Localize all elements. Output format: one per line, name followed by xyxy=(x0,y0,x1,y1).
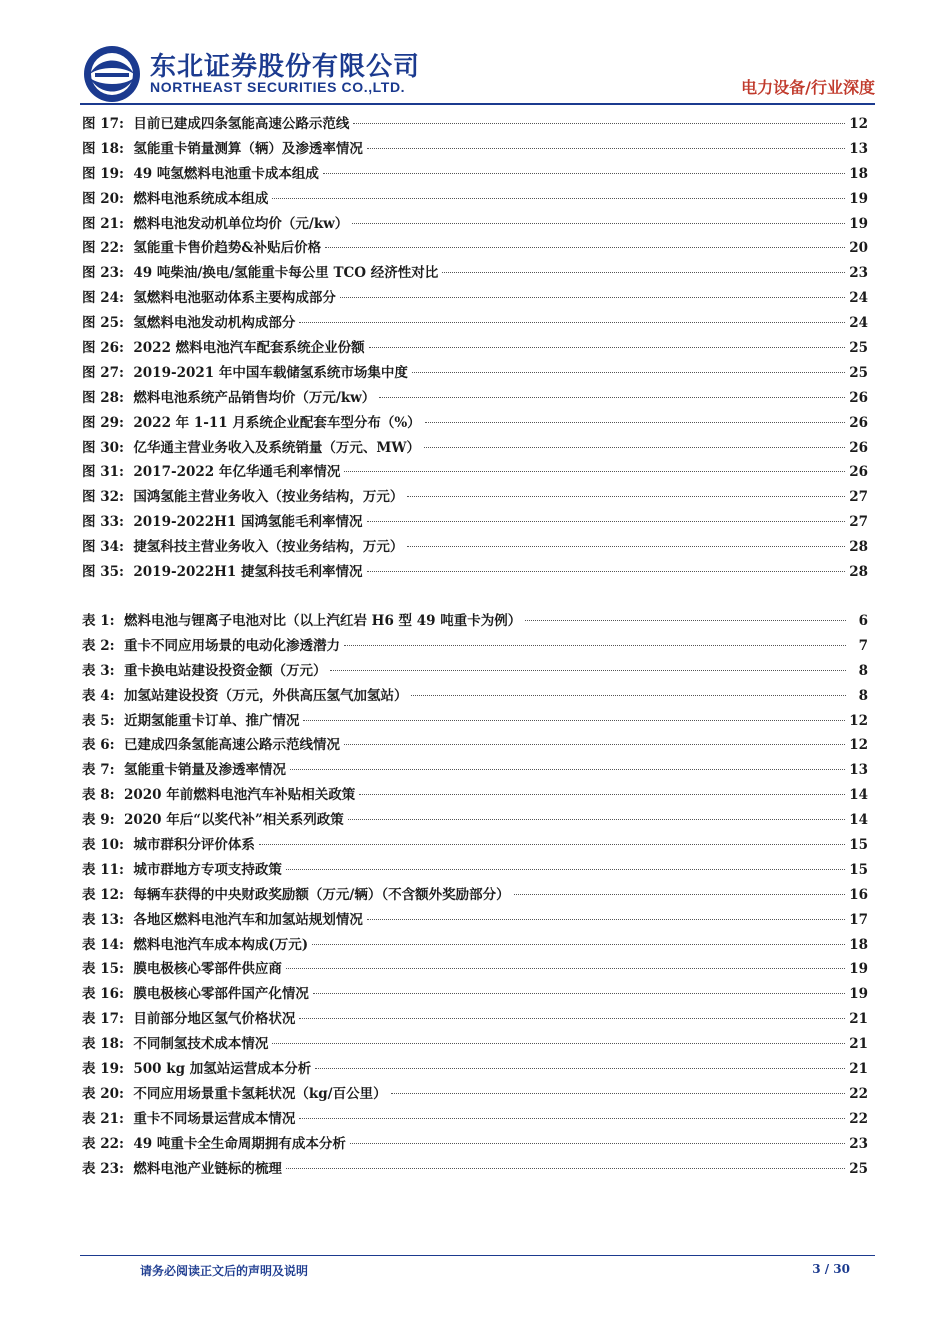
toc-entry-page: 18 xyxy=(849,165,868,182)
toc-dot-leader xyxy=(259,844,845,845)
toc-dot-leader xyxy=(369,347,846,348)
toc-entry[interactable] xyxy=(82,808,868,833)
toc-entry-label: 图 30: xyxy=(82,439,124,456)
toc-entry-text: 2022 年 1-11 月系统企业配套车型分布（%） xyxy=(133,414,421,431)
toc-entry-text: 加氢站建设投资（万元，外供高压氢气加氢站） xyxy=(123,687,408,704)
toc-entry-text: 49 吨重卡全生命周期拥有成本分析 xyxy=(133,1135,346,1152)
toc-entry-title xyxy=(82,1007,295,1032)
toc-entry-text: 城市群积分评价体系 xyxy=(133,837,255,854)
toc-entry-text: 膜电极核心零部件供应商 xyxy=(133,961,282,978)
toc-entry[interactable] xyxy=(82,485,868,510)
toc-entry-page: 28 xyxy=(849,564,868,581)
toc-entry-text: 氢能重卡销量测算（辆）及渗透率情况 xyxy=(133,140,363,157)
toc-entry[interactable] xyxy=(82,212,868,237)
report-category: 电力设备/行业深度 xyxy=(741,78,875,97)
toc-entry-page: 14 xyxy=(849,812,868,829)
toc-entry-text: 国鸿氢能主营业务收入（按业务结构，万元） xyxy=(133,489,404,506)
toc-dot-leader xyxy=(313,993,845,994)
toc-entry-page: 21 xyxy=(849,1011,868,1028)
toc-entry-label: 表 3: xyxy=(82,662,115,679)
northeast-securities-logo-icon xyxy=(82,44,142,104)
toc-entry-page: 15 xyxy=(849,861,868,878)
toc-entry-label: 表 15: xyxy=(82,961,124,978)
toc-entry[interactable] xyxy=(82,883,868,908)
toc-entry-page: 26 xyxy=(849,414,868,431)
page-header xyxy=(0,0,950,110)
toc-entry-page: 25 xyxy=(849,364,868,381)
toc-entry-label: 表 22: xyxy=(82,1135,124,1152)
toc-entry-page: 8 xyxy=(858,687,868,704)
toc-entry-page: 27 xyxy=(849,489,868,506)
toc-entry-label: 图 19: xyxy=(82,165,124,182)
toc-entry-text: 各地区燃料电池汽车和加氢站规划情况 xyxy=(133,911,363,928)
toc-entry-text: 目前部分地区氢气价格状况 xyxy=(133,1011,296,1028)
toc-entry-title xyxy=(82,1157,282,1182)
toc-entry-page: 13 xyxy=(849,140,868,157)
toc-entry-page: 7 xyxy=(858,637,868,654)
toc-entry-label: 表 12: xyxy=(82,886,124,903)
toc-entry-page: 23 xyxy=(849,1135,868,1152)
toc-entry-text: 燃料电池与锂离子电池对比（以上汽红岩 H6 型 49 吨重卡为例） xyxy=(123,613,522,629)
toc-entry[interactable] xyxy=(82,1032,868,1057)
toc-dot-leader xyxy=(348,819,845,820)
toc-entry-page: 26 xyxy=(849,389,868,406)
toc-entry-label: 图 22: xyxy=(82,240,124,257)
toc-entry[interactable] xyxy=(82,411,868,436)
toc-entry[interactable] xyxy=(82,908,868,933)
toc-entry[interactable] xyxy=(82,336,868,361)
toc-dot-leader xyxy=(359,794,845,795)
toc-entry-page: 24 xyxy=(849,290,868,307)
toc-entry-page: 15 xyxy=(849,837,868,854)
toc-entry[interactable] xyxy=(82,236,868,261)
toc-entry-text: 重卡不同应用场景的电动化渗透潜力 xyxy=(123,637,340,654)
toc-entry[interactable] xyxy=(82,535,868,560)
toc-dot-leader xyxy=(353,123,845,124)
toc-entry-page: 8 xyxy=(858,662,868,679)
toc-dot-leader xyxy=(299,322,845,323)
toc-dot-leader xyxy=(379,397,845,398)
toc-entry-text: 氢燃料电池发动机构成部分 xyxy=(133,315,296,332)
toc-entry-page: 14 xyxy=(849,787,868,804)
toc-entry-label: 图 31: xyxy=(82,464,124,481)
toc-entry-title xyxy=(82,933,308,958)
toc-entry[interactable] xyxy=(82,510,868,535)
toc-entry-text: 目前已建成四条氢能高速公路示范线 xyxy=(133,116,350,132)
toc-entry-label: 表 4: xyxy=(82,687,115,704)
toc-entry-title xyxy=(82,336,365,361)
toc-entry-title xyxy=(82,212,348,237)
toc-dot-leader xyxy=(344,744,845,745)
toc-entry-text: 捷氢科技主营业务收入（按业务结构，万元） xyxy=(133,539,404,556)
toc-entry-page: 19 xyxy=(849,190,868,207)
toc-entry-title xyxy=(82,609,521,634)
toc-dot-leader xyxy=(352,223,845,224)
toc-entry[interactable] xyxy=(82,1132,868,1157)
toc-entry-title xyxy=(82,1082,387,1107)
toc-entry-text: 2017-2022 年亿华通毛利率情况 xyxy=(133,464,341,481)
toc-entry-text: 每辆车获得的中央财政奖励额（万元/辆）（不含额外奖励部分） xyxy=(133,886,510,903)
toc-entry-label: 图 23: xyxy=(82,265,124,282)
toc-entry-label: 表 7: xyxy=(82,762,115,779)
header-divider xyxy=(80,103,875,105)
toc-entry-page: 12 xyxy=(849,712,868,729)
toc-entry[interactable] xyxy=(82,137,868,162)
toc-entry-label: 图 17: xyxy=(82,116,124,132)
toc-dot-leader xyxy=(344,645,846,646)
toc-entry-label: 表 18: xyxy=(82,1036,124,1053)
toc-entry-title xyxy=(82,709,299,734)
disclaimer-note: 请务必阅读正文后的声明及说明 xyxy=(140,1264,309,1278)
toc-dot-leader xyxy=(367,521,846,522)
figure-list xyxy=(82,112,868,585)
toc-entry-text: 亿华通主营业务收入及系统销量（万元、MW） xyxy=(133,439,420,456)
toc-dot-leader xyxy=(412,372,845,373)
toc-dot-leader xyxy=(442,272,845,273)
toc-entry[interactable] xyxy=(82,1057,868,1082)
toc-dot-leader xyxy=(272,198,845,199)
toc-entry[interactable] xyxy=(82,684,868,709)
toc-entry[interactable] xyxy=(82,609,868,634)
toc-entry[interactable] xyxy=(82,1007,868,1032)
toc-entry-title xyxy=(82,112,349,137)
toc-entry[interactable] xyxy=(82,261,868,286)
toc-dot-leader xyxy=(525,620,846,621)
toc-entry-title xyxy=(82,808,344,833)
toc-entry-text: 燃料电池发动机单位均价（元/kw） xyxy=(133,215,349,232)
toc-entry-title xyxy=(82,634,340,659)
toc-entry-title xyxy=(82,733,340,758)
toc-entry-label: 表 17: xyxy=(82,1011,124,1028)
toc-entry-label: 表 6: xyxy=(82,737,115,754)
toc-entry-page: 26 xyxy=(849,439,868,456)
toc-dot-leader xyxy=(312,944,845,945)
toc-entry[interactable] xyxy=(82,1107,868,1132)
toc-entry-title xyxy=(82,286,336,311)
toc-entry-title xyxy=(82,162,319,187)
toc-entry-label: 图 25: xyxy=(82,315,124,332)
toc-dot-leader xyxy=(344,471,845,472)
toc-entry-title xyxy=(82,1057,311,1082)
toc-entry-label: 图 29: xyxy=(82,414,124,431)
toc-dot-leader xyxy=(330,670,846,671)
toc-entry-label: 图 32: xyxy=(82,489,124,506)
toc-entry[interactable] xyxy=(82,560,868,585)
toc-entry-title xyxy=(82,535,403,560)
toc-entry-page: 17 xyxy=(849,911,868,928)
toc-entry-title xyxy=(82,311,295,336)
toc-dot-leader xyxy=(367,148,845,149)
toc-entry-text: 2019-2022H1 国鸿氢能毛利率情况 xyxy=(133,514,363,531)
toc-entry[interactable] xyxy=(82,460,868,485)
toc-entry-label: 图 34: xyxy=(82,539,124,556)
toc-entry-page: 28 xyxy=(849,539,868,556)
toc-entry-text: 已建成四条氢能高速公路示范线情况 xyxy=(123,737,340,754)
toc-entry-text: 氢能重卡售价趋势&补贴后价格 xyxy=(133,240,322,257)
toc-entry-label: 表 23: xyxy=(82,1160,124,1177)
toc-entry-title xyxy=(82,187,268,212)
page-indicator: 3 / 30 xyxy=(812,1262,850,1276)
toc-dot-leader xyxy=(290,769,845,770)
toc-entry-label: 表 19: xyxy=(82,1061,124,1078)
toc-entry-title xyxy=(82,684,407,709)
toc-entry-title xyxy=(82,361,408,386)
toc-entry-page: 23 xyxy=(849,265,868,282)
toc-entry-title xyxy=(82,236,321,261)
toc-entry-page: 25 xyxy=(849,340,868,357)
toc-entry-label: 图 24: xyxy=(82,290,124,307)
toc-entry-label: 表 20: xyxy=(82,1085,124,1102)
toc-dot-leader xyxy=(315,1068,845,1069)
toc-entry[interactable] xyxy=(82,783,868,808)
toc-entry-title xyxy=(82,485,403,510)
company-name-cn: 东北证券股份有限公司 xyxy=(150,52,421,82)
toc-dot-leader xyxy=(425,422,846,423)
toc-entry-text: 49 吨氢燃料电池重卡成本组成 xyxy=(133,165,319,182)
toc-entry-title xyxy=(82,957,282,982)
toc-entry-title xyxy=(82,1032,268,1057)
toc-dot-leader xyxy=(303,720,845,721)
toc-entry[interactable] xyxy=(82,733,868,758)
toc-entry-page: 12 xyxy=(849,737,868,754)
toc-entry[interactable] xyxy=(82,858,868,883)
toc-entry-text: 燃料电池产业链标的梳理 xyxy=(133,1160,282,1177)
toc-entry[interactable] xyxy=(82,982,868,1007)
toc-entry-title xyxy=(82,386,375,411)
toc-entry-text: 2020 年前燃料电池汽车补贴相关政策 xyxy=(123,787,356,804)
toc-dot-leader xyxy=(286,968,845,969)
toc-entry-title xyxy=(82,908,363,933)
toc-entry[interactable] xyxy=(82,286,868,311)
toc-entry-label: 图 35: xyxy=(82,564,124,581)
toc-entry-text: 膜电极核心零部件国产化情况 xyxy=(133,986,309,1003)
toc-entry-text: 49 吨柴油/换电/氢能重卡每公里 TCO 经济性对比 xyxy=(133,265,439,282)
toc-entry[interactable] xyxy=(82,1082,868,1107)
toc-entry-page: 13 xyxy=(849,762,868,779)
toc-entry-page: 6 xyxy=(858,613,868,629)
toc-entry-label: 表 16: xyxy=(82,986,124,1003)
toc-entry-title xyxy=(82,460,340,485)
toc-entry-title xyxy=(82,510,363,535)
toc-entry-text: 重卡不同场景运营成本情况 xyxy=(133,1110,296,1127)
toc-entry-label: 表 5: xyxy=(82,712,115,729)
toc-entry-label: 表 21: xyxy=(82,1110,124,1127)
toc-dot-leader xyxy=(367,919,845,920)
toc-entry-label: 表 14: xyxy=(82,936,124,953)
toc-dot-leader xyxy=(411,695,846,696)
toc-dot-leader xyxy=(286,869,845,870)
toc-entry-title xyxy=(82,1132,346,1157)
toc-dot-leader xyxy=(391,1093,846,1094)
toc-entry-label: 表 10: xyxy=(82,837,124,854)
toc-dot-leader xyxy=(340,297,845,298)
toc-entry-label: 图 28: xyxy=(82,389,124,406)
toc-entry-page: 21 xyxy=(849,1061,868,1078)
toc-dot-leader xyxy=(350,1143,845,1144)
toc-entry-title xyxy=(82,783,355,808)
toc-entry-text: 重卡换电站建设投资金额（万元） xyxy=(123,662,327,679)
toc-entry[interactable] xyxy=(82,1157,868,1182)
toc-entry-title xyxy=(82,436,420,461)
toc-entry-label: 图 21: xyxy=(82,215,124,232)
toc-entry-text: 近期氢能重卡订单、推广情况 xyxy=(123,712,300,729)
toc-entry-title xyxy=(82,659,326,684)
company-name-en: NORTHEAST SECURITIES CO.,LTD. xyxy=(150,79,406,95)
toc-entry-label: 图 33: xyxy=(82,514,124,531)
toc-entry-text: 500 kg 加氢站运营成本分析 xyxy=(133,1061,312,1078)
footer-divider xyxy=(80,1255,875,1256)
toc-entry-text: 2019-2021 年中国车载储氢系统市场集中度 xyxy=(133,364,408,381)
toc-entry[interactable] xyxy=(82,386,868,411)
toc-entry-title xyxy=(82,411,421,436)
toc-entry-label: 图 18: xyxy=(82,140,124,157)
toc-entry-page: 22 xyxy=(849,1110,868,1127)
toc-entry-text: 不同应用场景重卡氢耗状况（kg/百公里） xyxy=(133,1085,387,1102)
toc-entry-page: 26 xyxy=(849,464,868,481)
toc-dot-leader xyxy=(407,496,845,497)
toc-dot-leader xyxy=(325,247,845,248)
toc-entry-page: 19 xyxy=(849,961,868,978)
toc-entry-page: 22 xyxy=(849,1085,868,1102)
toc-entry-label: 表 13: xyxy=(82,911,124,928)
toc-entry-text: 燃料电池系统产品销售均价（万元/kw） xyxy=(133,389,376,406)
toc-entry-title xyxy=(82,560,363,585)
toc-entry-text: 2020 年后“以奖代补”相关系列政策 xyxy=(123,812,344,829)
toc-entry[interactable] xyxy=(82,634,868,659)
toc-entry-text: 燃料电池系统成本组成 xyxy=(133,190,269,207)
toc-entry[interactable] xyxy=(82,162,868,187)
toc-entry-label: 图 26: xyxy=(82,340,124,357)
toc-entry-label: 表 8: xyxy=(82,787,115,804)
toc-entry-text: 不同制氢技术成本情况 xyxy=(133,1036,269,1053)
toc-entry-text: 燃料电池汽车成本构成(万元) xyxy=(133,936,309,953)
toc-entry-page: 12 xyxy=(849,116,868,132)
toc-entry-title xyxy=(82,1107,295,1132)
toc-dot-leader xyxy=(323,173,845,174)
toc-entry-title xyxy=(82,758,286,783)
toc-dot-leader xyxy=(286,1168,845,1169)
toc-entry[interactable] xyxy=(82,957,868,982)
toc-entry-title xyxy=(82,833,255,858)
toc-entry[interactable] xyxy=(82,758,868,783)
toc-entry-title xyxy=(82,137,363,162)
toc-entry-text: 氢燃料电池驱动体系主要构成部分 xyxy=(133,290,336,307)
toc-entry-text: 氢能重卡销量及渗透率情况 xyxy=(123,762,286,779)
toc-entry[interactable] xyxy=(82,311,868,336)
toc-entry-text: 城市群地方专项支持政策 xyxy=(133,861,282,878)
toc-entry-title xyxy=(82,883,510,908)
toc-entry-page: 16 xyxy=(849,886,868,903)
toc-entry[interactable] xyxy=(82,833,868,858)
toc-entry-title xyxy=(82,982,309,1007)
toc-entry-page: 24 xyxy=(849,315,868,332)
toc-entry-page: 20 xyxy=(849,240,868,257)
toc-dot-leader xyxy=(424,447,845,448)
toc-entry[interactable] xyxy=(82,659,868,684)
toc-entry-label: 表 9: xyxy=(82,812,115,829)
toc-entry-label: 表 11: xyxy=(82,861,124,878)
toc-entry-text: 2019-2022H1 捷氢科技毛利率情况 xyxy=(133,564,363,581)
toc-entry-page: 19 xyxy=(849,215,868,232)
toc-entry-page: 27 xyxy=(849,514,868,531)
toc-entry-page: 25 xyxy=(849,1160,868,1177)
toc-dot-leader xyxy=(514,894,846,895)
toc-dot-leader xyxy=(299,1118,845,1119)
toc-entry-page: 21 xyxy=(849,1036,868,1053)
toc-entry-label: 图 20: xyxy=(82,190,124,207)
toc-entry-label: 表 1: xyxy=(82,613,115,629)
toc-dot-leader xyxy=(299,1018,845,1019)
toc-entry[interactable] xyxy=(82,933,868,958)
toc-entry-title xyxy=(82,261,438,286)
toc-entry-title xyxy=(82,858,282,883)
toc-entry[interactable] xyxy=(82,112,868,137)
toc-entry[interactable] xyxy=(82,361,868,386)
toc-entry-page: 18 xyxy=(849,936,868,953)
toc-dot-leader xyxy=(272,1043,845,1044)
toc-entry-label: 图 27: xyxy=(82,364,124,381)
toc-entry-text: 2022 燃料电池汽车配套系统企业份额 xyxy=(133,340,365,357)
toc-entry-label: 表 2: xyxy=(82,637,115,654)
toc-entry[interactable] xyxy=(82,436,868,461)
toc-entry-page: 19 xyxy=(849,986,868,1003)
toc-entry[interactable] xyxy=(82,709,868,734)
toc-dot-leader xyxy=(407,546,845,547)
toc-dot-leader xyxy=(367,571,846,572)
table-list xyxy=(82,609,868,1181)
toc-entry[interactable] xyxy=(82,187,868,212)
